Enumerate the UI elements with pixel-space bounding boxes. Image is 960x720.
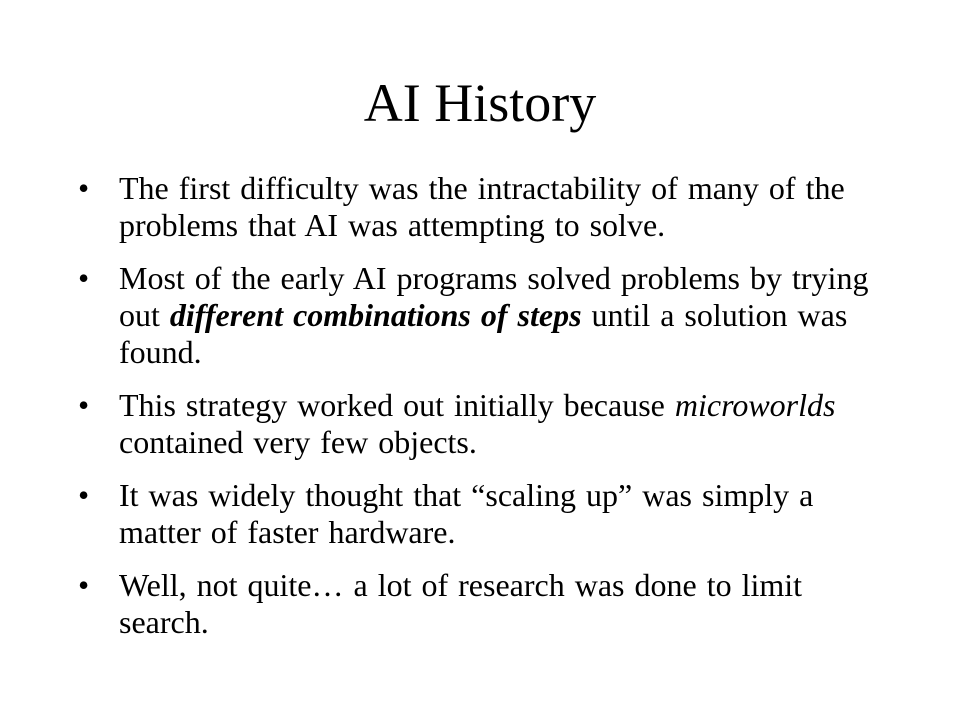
slide-title: AI History — [363, 73, 597, 133]
bullet-item — [78, 567, 898, 641]
bullet-list — [78, 170, 898, 657]
bullet-text-start: Most of the early AI programs solved problems by trying out — [119, 260, 869, 333]
bullet-text-end: until a solution was found. — [119, 297, 848, 370]
bullet-icon: • — [78, 567, 90, 603]
bullet-icon: • — [78, 260, 90, 296]
bullet-emphasis: different combinations of steps — [169, 297, 582, 333]
bullet-item — [78, 387, 898, 461]
bullet-text-start: This strategy worked out initially because — [119, 387, 675, 423]
bullet-icon: • — [78, 387, 90, 423]
bullet-item — [78, 260, 898, 371]
bullet-icon: • — [78, 170, 90, 206]
bullet-item — [78, 170, 898, 244]
bullet-text: The first difficulty was the intractability of many of the problems that AI was attempting to solve. — [119, 170, 845, 243]
bullet-item — [78, 477, 898, 551]
bullet-icon: • — [78, 477, 90, 513]
bullet-text-end: contained very few objects. — [119, 424, 477, 460]
bullet-text: Well, not quite… a lot of research was done to limit search. — [119, 567, 803, 640]
bullet-text: It was widely thought that “scaling up” was simply a matter of faster hardware. — [119, 477, 814, 550]
bullet-emphasis: microworlds — [674, 387, 836, 423]
